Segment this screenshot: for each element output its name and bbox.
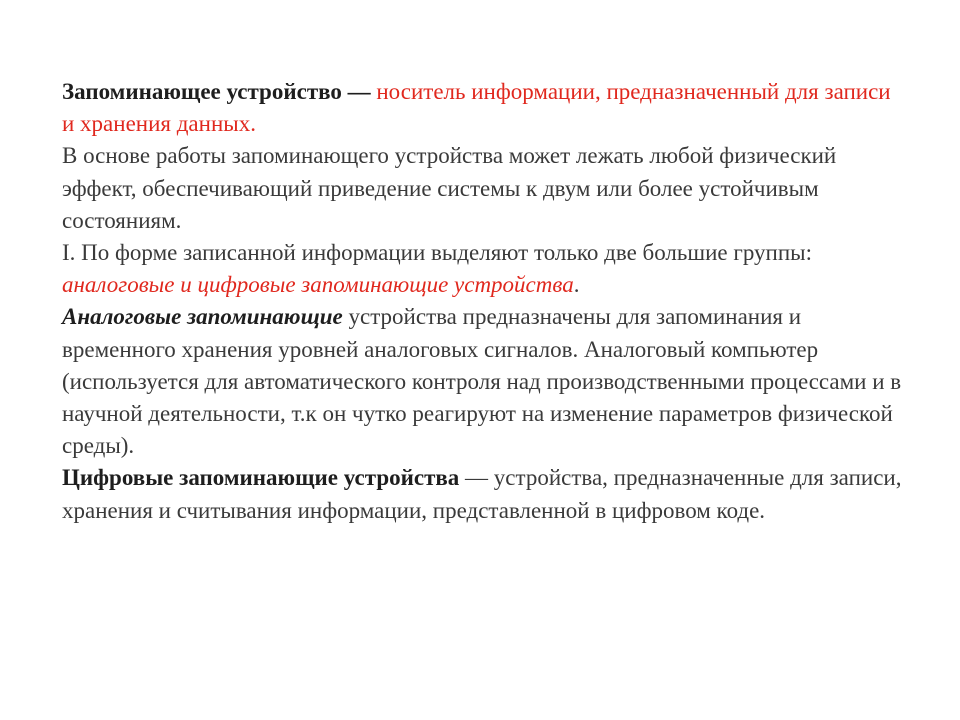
term-digital-storage: Цифровые запоминающие устройства [62,465,460,491]
term-analog-storage: Аналоговые запоминающие [62,304,343,330]
paragraph-physical-basis: В основе работы запоминающего устройства может лежать любой физический эффект, обеспечивающий приведение системы к двум или более устойчивым состояниям. [62,143,837,233]
classification-end: . [573,272,580,298]
term-storage-device: Запоминающее устройство [62,79,342,104]
digital-storage-text: — устройства, предназначенные для записи, хранения и считывания информации, представленной в цифровом коде. [62,465,902,523]
storage-definition-text: носитель информации, предназначенный для записи и хранения данных. [62,79,891,137]
paragraph-digital-storage [62,462,908,526]
slide-text-block [62,76,908,527]
analog-storage-text: устройства предназначены для запоминания и временного хранения уровней аналоговых сигналов. Аналоговый компьютер (используется для автоматического контроля над производственными процессами и в научной деятельности, т.к он чутко реагируют на изменение параметров физической среды). [62,304,902,459]
paragraph-storage-definition [62,76,908,140]
classification-highlight: аналоговые и цифровые запоминающие устройства [62,272,574,298]
dash-separator: — [341,79,377,104]
paragraph-classification [62,237,908,301]
classification-text: I. По форме записанной информации выделяют только две большие группы: [62,240,812,266]
paragraph-analog-storage [62,301,908,462]
